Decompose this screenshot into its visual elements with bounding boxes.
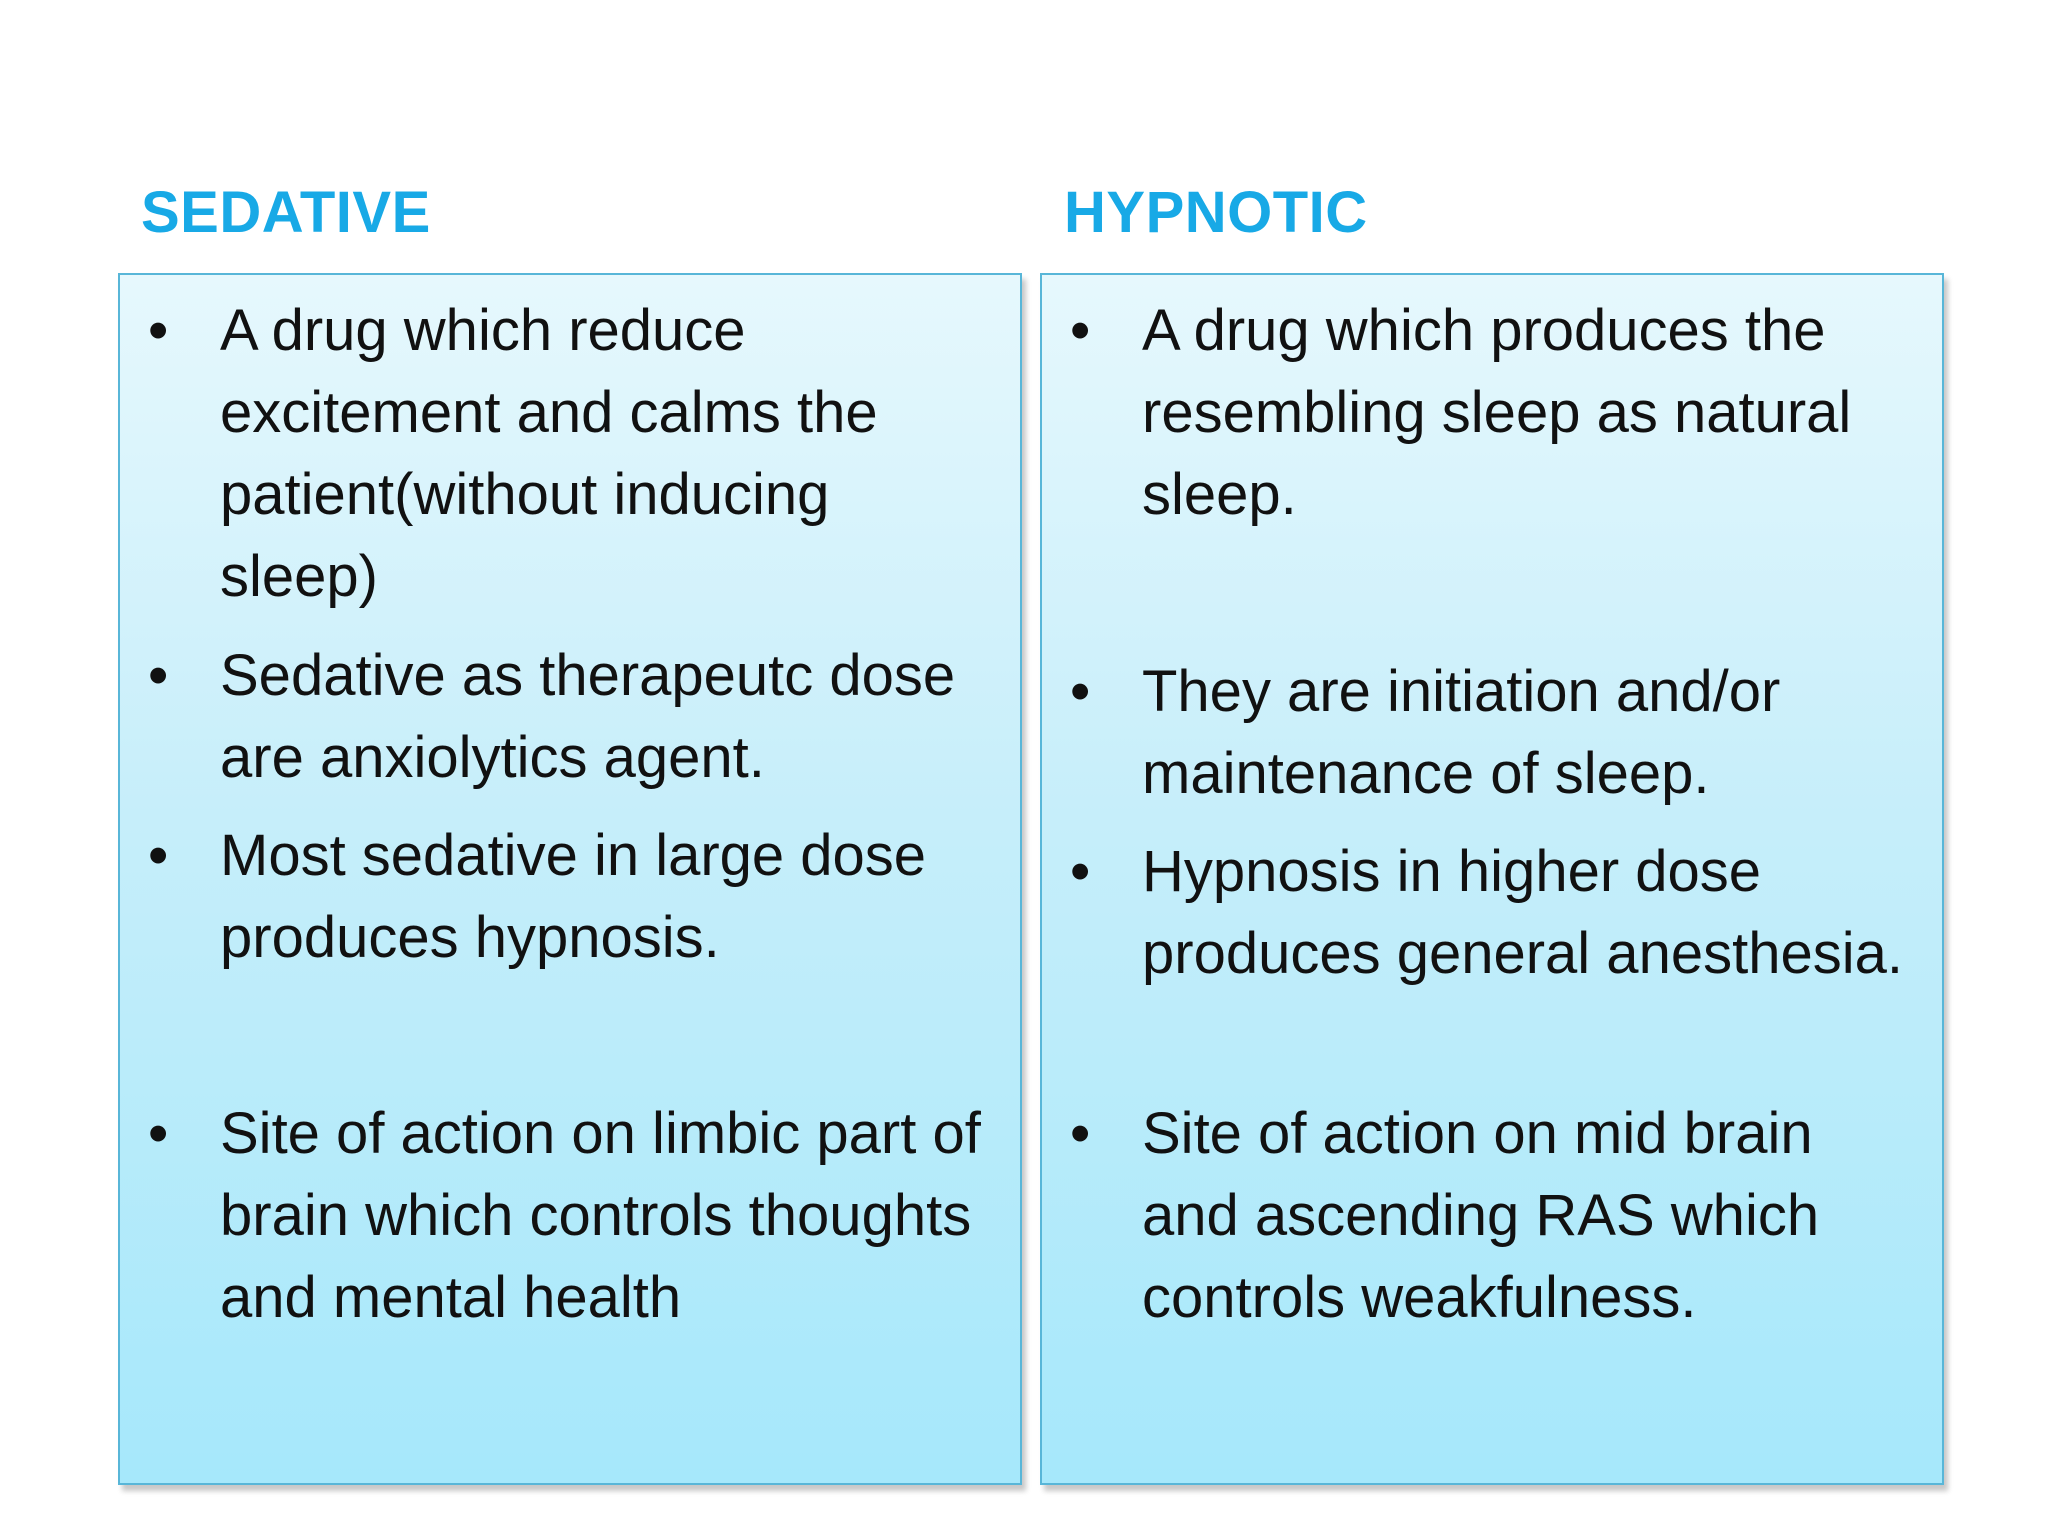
bullet-icon: •: [148, 1101, 169, 1166]
bullet-icon: •: [1070, 659, 1091, 724]
sedative-bullet-1: [148, 290, 1002, 618]
hypnotic-bullet-2: [1070, 651, 1924, 815]
bullet-icon: •: [148, 643, 169, 708]
hypnotic-bullet-3-text: Hypnosis in higher dose produces general anesthesia.: [1142, 839, 1903, 986]
sedative-bullet-4: [148, 1093, 1002, 1339]
hypnotic-bullet-4-text: Site of action on mid brain and ascending RAS which controls weakfulness.: [1142, 1101, 1820, 1330]
sedative-bullet-1-text: A drug which reduce excitement and calms the patient(without inducing sleep): [220, 298, 878, 609]
sedative-bullet-4-text: Site of action on limbic part of brain which controls thoughts and mental health: [220, 1101, 981, 1330]
bullet-icon: •: [148, 823, 169, 888]
bullet-icon: •: [1070, 298, 1091, 363]
hypnotic-bullet-4: [1070, 1093, 1924, 1339]
hypnotic-bullet-2-text: They are initiation and/or maintenance of sleep.: [1142, 659, 1781, 806]
hypnotic-bullet-3: [1070, 831, 1924, 995]
hypnotic-bullet-1: [1070, 290, 1924, 536]
hypnotic-bullet-1-text: A drug which produces the resembling sleep as natural sleep.: [1142, 298, 1852, 527]
bullet-icon: •: [1070, 1101, 1091, 1166]
sedative-heading: SEDATIVE: [141, 180, 431, 245]
sedative-panel: [118, 273, 1022, 1485]
sedative-bullet-2-text: Sedative as therapeutc dose are anxiolytics agent.: [220, 643, 956, 790]
hypnotic-panel: [1040, 273, 1944, 1485]
sedative-bullet-3: [148, 815, 1002, 979]
hypnotic-heading: HYPNOTIC: [1064, 180, 1368, 245]
sedative-bullet-3-text: Most sedative in large dose produces hypnosis.: [220, 823, 927, 970]
bullet-icon: •: [1070, 839, 1091, 904]
bullet-icon: •: [148, 298, 169, 363]
sedative-bullet-2: [148, 635, 1002, 799]
